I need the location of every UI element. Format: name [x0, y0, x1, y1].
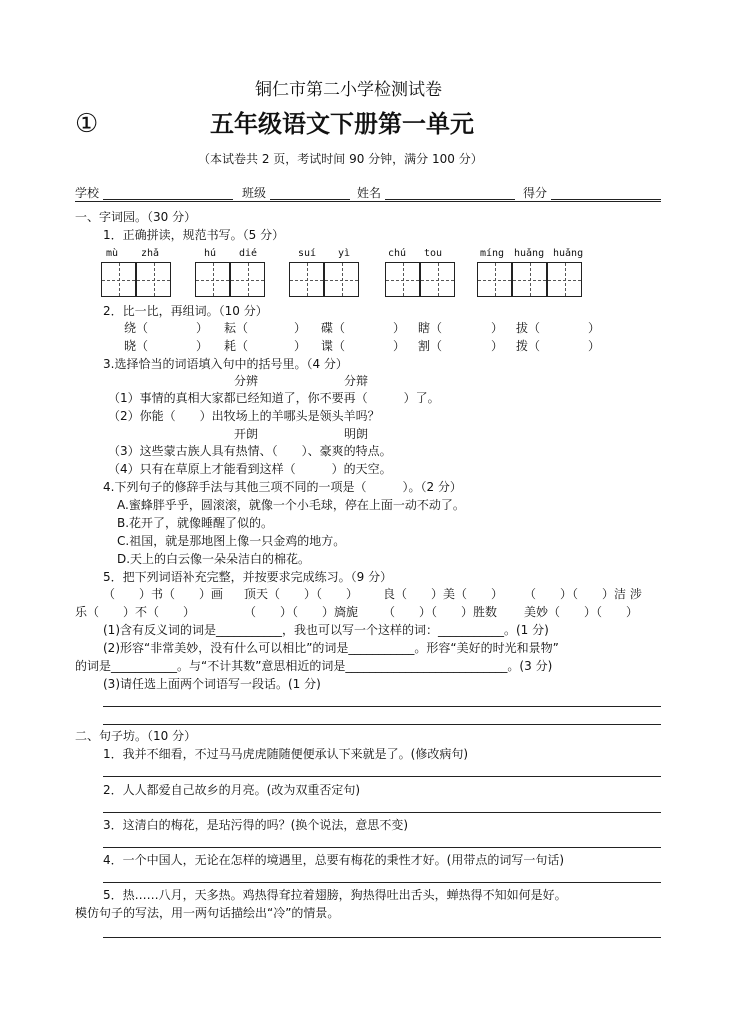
answer-line[interactable] — [103, 776, 661, 777]
q4-option-b: B.花开了，就像睡醒了似的。 — [117, 516, 274, 530]
compare-char: 碟（ — [321, 321, 346, 335]
pinyin-label: chú — [388, 248, 407, 259]
q5-sub2-cont: 的词是___________。与“不计其数”意思相近的词是___________________________。(3 分) — [75, 659, 553, 673]
name-field[interactable] — [385, 199, 515, 200]
answer-line[interactable] — [103, 847, 661, 848]
sentence-task: 5．热……八月，天多热。鸡热得耷拉着翅膀，狗热得吐出舌头，蝉热得不知如何是好。 — [103, 888, 567, 902]
q2-prompt: 2．比一比，再组词。（10 分） — [103, 304, 268, 318]
writing-box[interactable] — [547, 262, 582, 297]
sentence-task: 1．我并不细看，不过马马虎虎随随便便承认下来就是了。(修改病句) — [103, 747, 469, 761]
idiom-blank: （ ）（ ）胜数 — [383, 605, 498, 619]
compare-close: ） — [588, 321, 601, 335]
q3-sentence: （4）只有在草原上才能看到这样（ ）的天空。 — [108, 462, 392, 476]
idiom-blank: （ ）（ ）洁 涉 — [524, 587, 642, 601]
compare-close: ） — [294, 321, 307, 335]
sentence-task-cont: 模仿句子的写法，用一两句话描绘出“冷”的情景。 — [75, 906, 340, 920]
header-divider — [75, 201, 661, 202]
q5-sub1: (1)含有反义词的词是___________，我也可以写一个这样的词：___________。(1 分) — [103, 623, 549, 637]
word-option: 分辨 — [234, 374, 259, 388]
word-option: 明朗 — [344, 427, 369, 441]
compare-close: ） — [196, 321, 209, 335]
q3-prompt: 3.选择恰当的词语填入句中的括号里。（4 分） — [103, 357, 348, 371]
writing-box[interactable] — [101, 262, 136, 297]
idiom-blank: 顶天（ ）（ ） — [244, 587, 359, 601]
q3-sentence: （1）事情的真相大家都已经知道了，你不要再（ ）了。 — [108, 391, 440, 405]
answer-line[interactable] — [103, 706, 661, 707]
compare-close: ） — [393, 339, 406, 353]
label-class: 班级 — [242, 186, 267, 200]
label-school: 学校 — [75, 186, 100, 200]
idiom-blank: （ ）书（ ）画 — [103, 587, 224, 601]
circle-number: ① — [75, 109, 99, 139]
writing-box[interactable] — [477, 262, 512, 297]
writing-box[interactable] — [289, 262, 324, 297]
compare-char: 拔（ — [516, 321, 541, 335]
compare-close: ） — [491, 321, 504, 335]
q5-sub3: (3)请任选上面两个词语写一段话。(1 分) — [103, 677, 321, 691]
score-field[interactable] — [551, 199, 661, 200]
pinyin-label: huǎng — [553, 248, 584, 259]
compare-char: 耗（ — [224, 339, 249, 353]
pinyin-label: zhǎ — [141, 248, 160, 259]
pinyin-label: huǎng — [514, 248, 545, 259]
compare-close: ） — [588, 339, 601, 353]
section1-heading: 一、字词园。（30 分） — [75, 210, 197, 224]
q4-option-d: D.天上的白云像一朵朵洁白的棉花。 — [117, 552, 311, 566]
word-option: 分辩 — [344, 374, 369, 388]
q4-option-a: A.蜜蜂胖乎乎，圆滚滚，就像一个小毛球，停在上面一动不动了。 — [117, 498, 465, 512]
compare-close: ） — [491, 339, 504, 353]
q1-prompt: 1．正确拼读，规范书写。（5 分） — [103, 228, 285, 242]
class-field[interactable] — [270, 199, 350, 200]
compare-char: 绕（ — [124, 321, 149, 335]
writing-box[interactable] — [420, 262, 455, 297]
idiom-blank: 美妙（ ）（ ） — [524, 605, 639, 619]
q4-prompt: 4.下列句子的修辞手法与其他三项不同的一项是（ ）。（2 分） — [103, 480, 462, 494]
compare-char: 晓（ — [124, 339, 149, 353]
pinyin-label: tou — [424, 248, 443, 259]
q5-prompt: 5．把下列词语补充完整，并按要求完成练习。（9 分） — [103, 570, 393, 584]
sentence-task: 4．一个中国人，无论在怎样的境遇里，总要有梅花的秉性才好。(用带点的词写一句话) — [103, 853, 565, 867]
compare-char: 耘（ — [224, 321, 249, 335]
pinyin-label: yì — [338, 248, 351, 259]
page-title: 五年级语文下册第一单元 — [210, 109, 474, 138]
writing-box[interactable] — [136, 262, 171, 297]
q3-sentence: （2）你能（ ）出牧场上的羊哪头是领头羊吗？ — [108, 409, 380, 423]
pinyin-label: dié — [239, 248, 258, 259]
q4-option-c: C.祖国，就是那地图上像一只金鸡的地方。 — [117, 534, 346, 548]
writing-box[interactable] — [324, 262, 359, 297]
q5-sub2: (2)形容“非常美妙，没有什么可以相比”的词是___________。形容“美好的时光和景物” — [103, 641, 559, 655]
school-title: 铜仁市第二小学检测试卷 — [255, 80, 442, 100]
compare-close: ） — [294, 339, 307, 353]
pinyin-label: suí — [298, 248, 317, 259]
idiom-blank: （ ）（ ）旖旎 — [244, 605, 359, 619]
idiom-blank: 良（ ）美（ ） — [383, 587, 504, 601]
sentence-task: 2．人人都爱自己故乡的月亮。(改为双重否定句) — [103, 783, 360, 797]
compare-close: ） — [393, 321, 406, 335]
word-option: 开朗 — [234, 427, 259, 441]
sentence-task: 3．这清白的梅花，是玷污得的吗？(换个说法，意思不变) — [103, 818, 409, 832]
school-field[interactable] — [103, 199, 233, 200]
compare-char: 瞎（ — [418, 321, 443, 335]
answer-line[interactable] — [103, 937, 661, 938]
writing-box[interactable] — [385, 262, 420, 297]
answer-line[interactable] — [103, 882, 661, 883]
label-score: 得分 — [523, 186, 548, 200]
compare-char: 拨（ — [516, 339, 541, 353]
q3-sentence: （3）这些蒙古族人具有热情、（ ）、豪爽的特点。 — [108, 444, 392, 458]
section2-heading: 二、句子坊。（10 分） — [75, 729, 197, 743]
pinyin-label: míng — [480, 248, 505, 259]
idiom-blank: 乐（ ）不（ ） — [75, 605, 196, 619]
compare-close: ） — [196, 339, 209, 353]
pinyin-label: hú — [204, 248, 217, 259]
compare-char: 割（ — [418, 339, 443, 353]
answer-line[interactable] — [103, 812, 661, 813]
answer-line[interactable] — [103, 724, 661, 725]
pinyin-label: mù — [106, 248, 119, 259]
writing-box[interactable] — [195, 262, 230, 297]
label-name: 姓名 — [357, 186, 382, 200]
writing-box[interactable] — [512, 262, 547, 297]
compare-char: 谍（ — [321, 339, 346, 353]
exam-subtitle: （本试卷共 2 页，考试时间 90 分钟，满分 100 分） — [198, 152, 483, 166]
writing-box[interactable] — [230, 262, 265, 297]
